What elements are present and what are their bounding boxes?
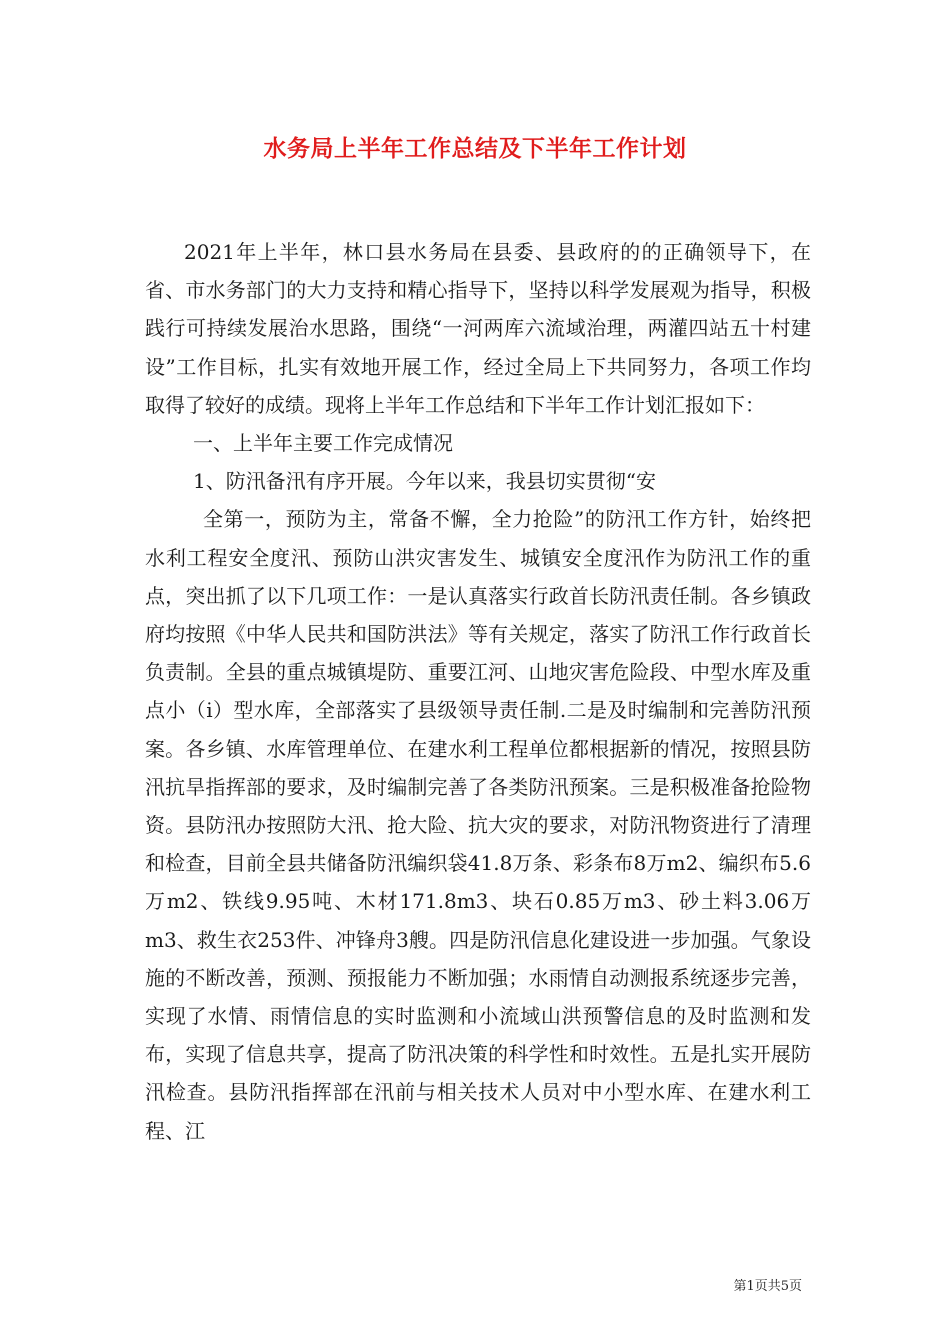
document-body: [145, 233, 811, 1150]
item-paragraph-start: 1、防汛备汛有序开展。今年以来，我县切实贯彻“安: [193, 469, 656, 494]
intro-paragraph: 2021年上半年，林口县水务局在县委、县政府的的正确领导下，在省、市水务部门的大力支持和精心指导下，坚持以科学发展观为指导，积极践行可持续发展治水思路，围绕“一河两库六流域治理，两灌四站五十村建设”工作目标，扎实有效地开展工作，经过全局上下共同努力，各项工作均取得了较好的成绩。现将上半年工作总结和下半年工作计划汇报如下：: [145, 240, 811, 417]
document-title: 水务局上半年工作总结及下半年工作计划: [263, 135, 687, 162]
section-heading: 一、上半年主要工作完成情况: [193, 431, 453, 456]
page-number: 第1页共5页: [733, 1279, 802, 1294]
item-paragraph-continuation: 全第一，预防为主，常备不懈，全力抢险”的防汛工作方针，始终把水利工程安全度汛、预防山洪灾害发生、城镇安全度汛作为防汛工作的重点，突出抓了以下几项工作：一是认真落实行政首长防汛责任制。各乡镇政府均按照《中华人民共和国防洪法》等有关规定，落实了防汛工作行政首长负责制。全县的重点城镇堤防、重要江河、山地灾害危险段、中型水库及重点小（i）型水库，全部落实了县级领导责任制.二是及时编制和完善防汛预案。各乡镇、水库管理单位、在建水利工程单位都根据新的情况，按照县防汛抗旱指挥部的要求，及时编制完善了各类防汛预案。三是积极准备抢险物资。县防汛办按照防大汛、抢大险、抗大灾的要求，对防汛物资进行了清理和检查，目前全县共储备防汛编织袋41.8万条、彩条布8万m2、编织布5.6万m2、铁线9.95吨、木材171.8m3、块石0.85万m3、砂土料3.06万m3、救生衣253件、冲锋舟3艘。四是防汛信息化建设进一步加强。气象设施的不断改善，预测、预报能力不断加强；水雨情自动测报系统逐步完善，实现了水情、雨情信息的实时监测和小流域山洪预警信息的及时监测和发布，实现了信息共享，提高了防汛决策的科学性和时效性。五是扎实开展防汛检查。县防汛指挥部在汛前与相关技术人员对中小型水库、在建水利工程、江: [145, 507, 811, 1143]
